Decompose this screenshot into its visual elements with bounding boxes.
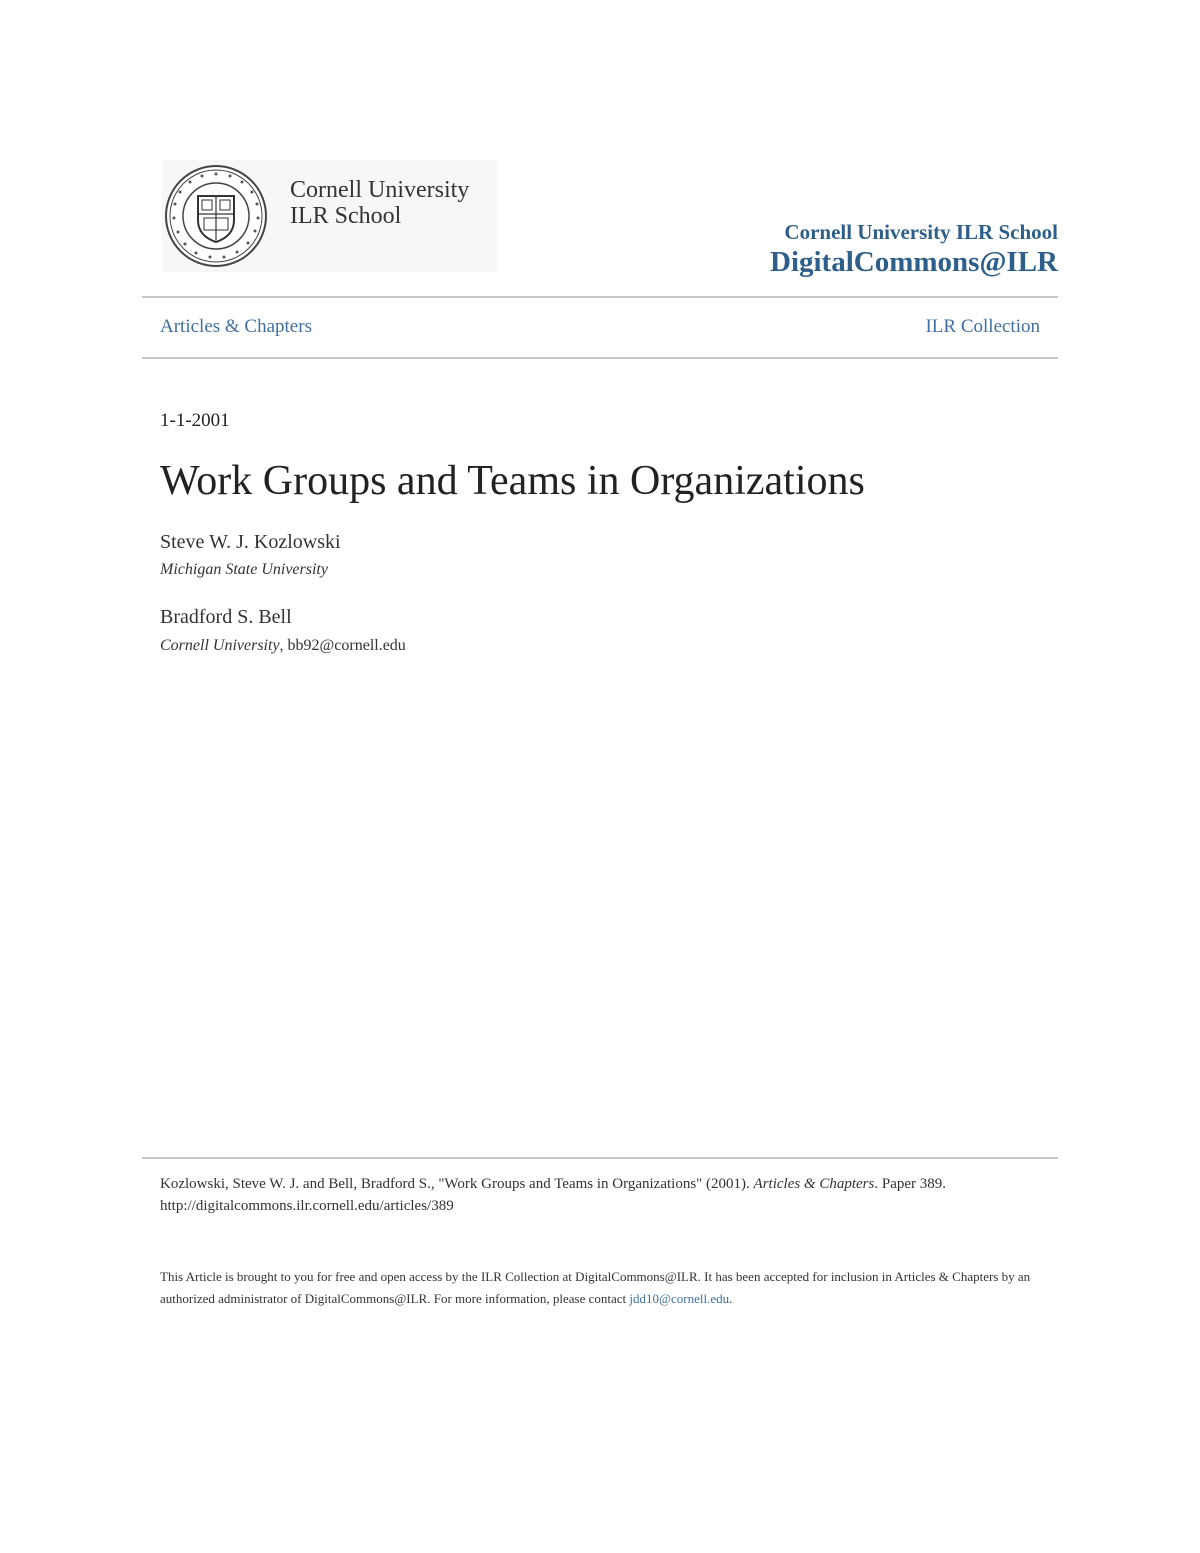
- notice-end: .: [729, 1291, 733, 1306]
- affiliation-institution: Cornell University: [160, 637, 280, 654]
- citation-url[interactable]: http://digitalcommons.ilr.cornell.edu/articles/389: [160, 1198, 454, 1214]
- nav-divider: [142, 357, 1058, 359]
- footer-divider: [142, 1157, 1058, 1159]
- notice-text: This Article is brought to you for free and open access by the ILR Collection at DigitalCommons@ILR. It has been accepted for inclusion in Articles & Chapters by an authorized administrator of DigitalCommons@ILR. For more information, please contact: [160, 1269, 1031, 1306]
- logo-institution: Cornell University: [290, 177, 470, 203]
- repository-name[interactable]: DigitalCommons@ILR: [770, 246, 1058, 278]
- repository-header: [770, 220, 1058, 280]
- citation-paper: . Paper 389.: [874, 1176, 947, 1192]
- cornell-ilr-logo: [162, 160, 497, 272]
- affiliation-institution: Michigan State University: [160, 561, 328, 578]
- nav-ilr-collection-link[interactable]: ILR Collection: [925, 316, 1040, 337]
- author-name: Bradford S. Bell: [160, 606, 292, 628]
- nav-articles-chapters-link[interactable]: Articles & Chapters: [160, 316, 312, 337]
- access-notice: [160, 1266, 1055, 1310]
- author-affiliation: [160, 561, 328, 579]
- author-name: Steve W. J. Kozlowski: [160, 531, 341, 553]
- publication-date: 1-1-2001: [160, 410, 230, 431]
- logo-wordmark: [290, 177, 469, 229]
- logo-school: ILR School: [290, 203, 402, 229]
- author-email[interactable]: bb92@cornell.edu: [287, 637, 406, 654]
- header-divider: [142, 296, 1058, 298]
- citation-text: Kozlowski, Steve W. J. and Bell, Bradford S., "Work Groups and Teams in Organizations" (2001).: [160, 1176, 754, 1192]
- recommended-citation: [160, 1173, 1050, 1217]
- citation-series: Articles & Chapters: [753, 1176, 875, 1192]
- cornell-seal-icon: [164, 164, 268, 268]
- repository-school: Cornell University ILR School: [784, 220, 1058, 244]
- contact-email-link[interactable]: jdd10@cornell.edu: [629, 1291, 730, 1306]
- author-affiliation: Cornell University, bb92@cornell.edu: [160, 637, 406, 654]
- article-title: Work Groups and Teams in Organizations: [160, 458, 865, 504]
